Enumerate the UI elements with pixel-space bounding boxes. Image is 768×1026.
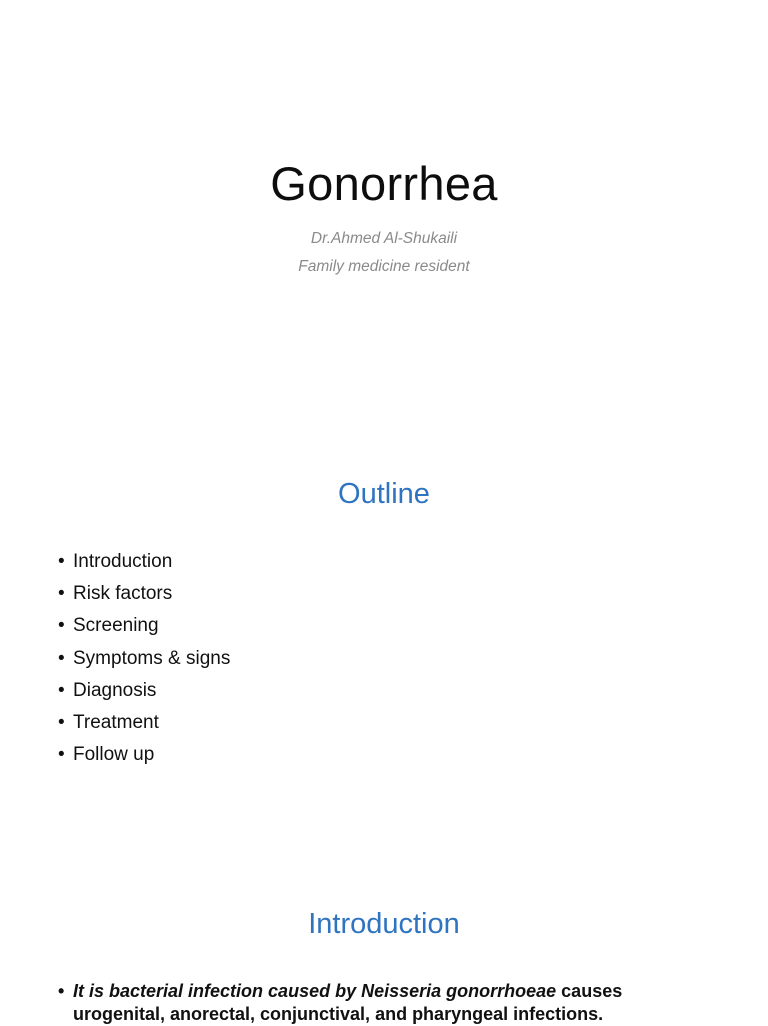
bullet-icon: • bbox=[58, 615, 65, 637]
list-item bbox=[58, 546, 230, 578]
introduction-paragraph bbox=[58, 980, 718, 1026]
introduction-slide bbox=[0, 850, 768, 1024]
author-name: Dr.Ahmed Al-Shukaili bbox=[310, 230, 458, 247]
bullet-icon: • bbox=[58, 712, 65, 734]
intro-text: causes bbox=[556, 981, 623, 1001]
list-item bbox=[58, 578, 230, 610]
list-item bbox=[58, 675, 230, 707]
title-slide bbox=[0, 0, 768, 430]
list-item-label: Follow up bbox=[73, 744, 155, 766]
list-item bbox=[58, 739, 230, 771]
list-item-label: Risk factors bbox=[73, 583, 173, 605]
intro-italic-text: It is bacterial infection caused by bbox=[73, 981, 362, 1001]
list-item-label: Introduction bbox=[73, 551, 173, 572]
list-item-label: Screening bbox=[73, 615, 159, 637]
list-item-label: Diagnosis bbox=[73, 679, 157, 701]
list-item bbox=[58, 610, 230, 642]
presentation-title: Gonorrhea bbox=[270, 157, 498, 210]
list-item bbox=[58, 707, 230, 739]
bullet-icon: • bbox=[58, 981, 65, 1001]
list-item bbox=[58, 643, 230, 675]
list-item-label: Treatment bbox=[73, 712, 159, 734]
introduction-heading: Introduction bbox=[308, 908, 460, 940]
outline-list bbox=[58, 546, 230, 771]
bullet-icon: • bbox=[58, 647, 65, 669]
bullet-icon: • bbox=[58, 551, 65, 572]
bullet-icon: • bbox=[58, 744, 65, 766]
intro-text-line-2: urogenital, anorectal, conjunctival, and pharyngeal infections. bbox=[73, 1004, 604, 1024]
organism-name: Neisseria gonorrhoeae bbox=[361, 981, 557, 1001]
bullet-icon: • bbox=[58, 583, 65, 605]
list-item-label: Symptoms & signs bbox=[73, 647, 231, 669]
outline-slide bbox=[0, 430, 768, 850]
bullet-icon: • bbox=[58, 679, 65, 701]
outline-heading: Outline bbox=[338, 478, 430, 510]
author-role: Family medicine resident bbox=[298, 258, 470, 275]
